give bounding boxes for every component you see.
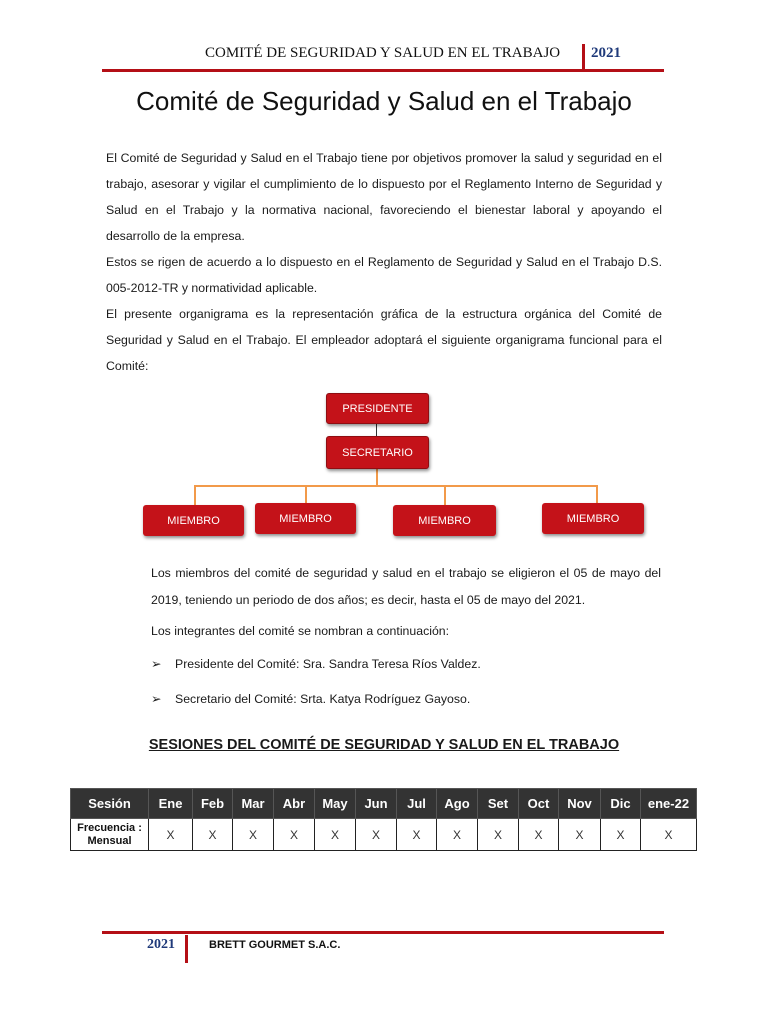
footer-divider (185, 935, 188, 963)
header-cell: Jun (356, 789, 397, 819)
session-mark-cell: X (437, 819, 478, 851)
session-mark-cell: X (193, 819, 233, 851)
sessions-title-text: SESIONES DEL COMITÉ DE SEGURIDAD Y SALUD EN EL TRABAJO (148, 737, 620, 753)
session-mark-cell: X (478, 819, 519, 851)
table-row (71, 819, 697, 851)
session-mark-cell: X (397, 819, 437, 851)
org-box-secretary: SECRETARIO (326, 436, 429, 469)
org-connector-member-2 (305, 485, 307, 504)
arrow-bullet-icon: ➢ (151, 657, 162, 671)
sessions-header-row (71, 789, 697, 819)
sessions-title (0, 737, 768, 753)
header-cell: Dic (601, 789, 641, 819)
session-mark-cell: X (149, 819, 193, 851)
org-connector-horizontal (195, 485, 597, 487)
session-mark-cell: X (641, 819, 697, 851)
org-box-president: PRESIDENTE (326, 393, 429, 424)
header-cell: Feb (193, 789, 233, 819)
paragraph-objectives: El Comité de Seguridad y Salud en el Trabajo tiene por objetivos promover la salud y seguridad en el trabajo, asesorar y vigilar el cumplimiento de lo dispuesto por el Reglamento Interno de Seguridad y Salud en el Trabajo y la normativa nacional, favoreciendo el bienestar laboral y apoyando el desarrollo de la empresa. (106, 151, 662, 243)
sessions-table (70, 788, 697, 851)
header-cell: Mar (233, 789, 274, 819)
header-cell: May (315, 789, 356, 819)
session-mark-cell: X (233, 819, 274, 851)
org-box-member-3: MIEMBRO (393, 505, 496, 536)
arrow-bullet-icon: ➢ (151, 692, 162, 706)
footer-rule (102, 931, 664, 934)
session-mark-cell: X (274, 819, 315, 851)
bullet-secretary (151, 688, 470, 710)
session-mark-cell: X (601, 819, 641, 851)
election-paragraph: Los miembros del comité de seguridad y salud en el trabajo se eligieron el 05 de mayo del 2019, teniendo un periodo de dos años; es decir, hasta el 05 de mayo del 2021. (151, 566, 661, 607)
header-cell: Oct (519, 789, 559, 819)
header-cell: Abr (274, 789, 315, 819)
paragraph-org-chart-intro: El presente organigrama es la representación gráfica de la estructura orgánica del Comité de Seguridad y Salud en el Trabajo. El empleador adoptará el siguiente organigrama funcional para el Comité: (106, 307, 662, 373)
org-connector-president-secretary (376, 422, 377, 436)
document-title: Comité de Seguridad y Salud en el Trabajo (136, 86, 632, 116)
paragraph-regulation: Estos se rigen de acuerdo a lo dispuesto en el Reglamento de Seguridad y Salud en el Trabajo D.S. 005-2012-TR y normatividad aplicable. (106, 255, 662, 295)
org-connector-member-4 (596, 485, 598, 504)
members-intro: Los integrantes del comité se nombran a continuación: (151, 624, 450, 638)
header-cell: Jul (397, 789, 437, 819)
header-cell: ene-22 (641, 789, 697, 819)
bullet-secretary-text: Secretario del Comité: Srta. Katya Rodríguez Gayoso. (175, 692, 471, 706)
bullet-president (151, 653, 481, 675)
frequency-label-line1: Frecuencia : (77, 821, 142, 834)
header-year: 2021 (591, 45, 621, 61)
session-mark-cell: X (315, 819, 356, 851)
header-rule (102, 69, 664, 72)
header-cell: Sesión (71, 789, 149, 819)
header-divider (582, 44, 585, 72)
org-connector-member-3 (444, 485, 446, 506)
frequency-label-cell (71, 819, 149, 851)
header-cell: Nov (559, 789, 601, 819)
header-cell: Ago (437, 789, 478, 819)
session-mark-cell: X (356, 819, 397, 851)
header-cell: Ene (149, 789, 193, 819)
session-mark-cell: X (559, 819, 601, 851)
org-box-member-4: MIEMBRO (542, 503, 644, 534)
org-box-member-1: MIEMBRO (143, 505, 244, 536)
bullet-president-text: Presidente del Comité: Sra. Sandra Teresa Ríos Valdez. (175, 657, 481, 671)
session-mark-cell: X (519, 819, 559, 851)
header-title: COMITÉ DE SEGURIDAD Y SALUD EN EL TRABAJO (205, 45, 561, 61)
org-connector-secretary (376, 467, 378, 486)
header-cell: Set (478, 789, 519, 819)
footer-year: 2021 (147, 937, 175, 952)
footer-company: BRETT GOURMET S.A.C. (209, 939, 341, 951)
org-connector-member-1 (194, 485, 196, 506)
org-box-member-2: MIEMBRO (255, 503, 356, 534)
frequency-label-line2: Mensual (87, 834, 132, 847)
